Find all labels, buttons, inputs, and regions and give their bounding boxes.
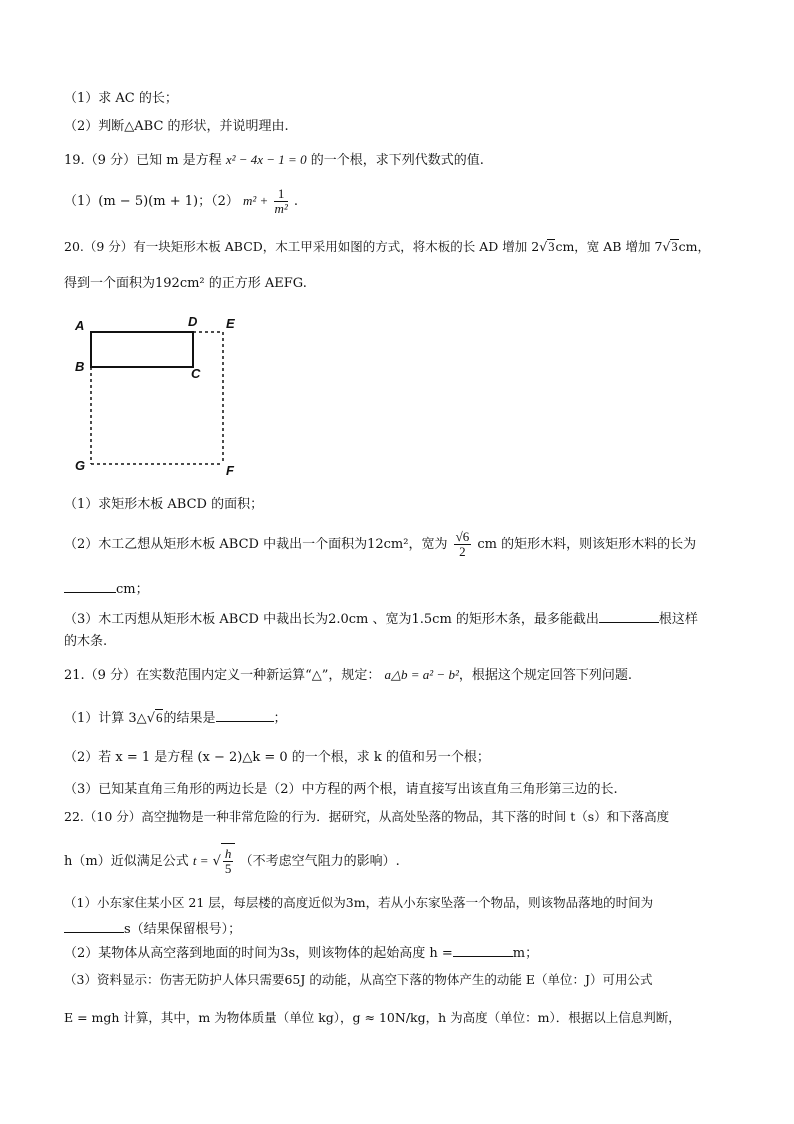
q19-part2-expr: m² + <box>242 193 269 208</box>
q19-stem-a: 19.（9 分）已知 m 是方程 <box>64 153 222 168</box>
q21-stem-a: 21.（9 分）在实数范围内定义一种新运算“△”，规定： <box>64 668 381 683</box>
q22-frac-den: 5 <box>224 861 232 876</box>
q20-part2 <box>64 530 696 560</box>
q19-equation: x² − 4x − 1 = 0 <box>225 152 307 167</box>
q20-part2-a: （2）木工乙想从矩形木板 ABCD 中裁出一个面积为12cm²，宽为 <box>64 537 448 552</box>
answer-blank-time[interactable] <box>64 920 124 933</box>
q20-part2-b: cm 的矩形木料，则该矩形木料的长为 <box>477 537 697 552</box>
q22-part1-answer <box>64 920 241 940</box>
q21-part1 <box>64 708 287 729</box>
q22-part2-b: m； <box>512 946 539 961</box>
q21-radicand: 6 <box>155 710 163 725</box>
rectangle-diagram <box>70 312 250 482</box>
q20-sqrt-1: √3 <box>539 239 555 254</box>
q20-part3-b: 根这样 <box>658 612 698 627</box>
q21-sqrt: √6 <box>146 710 163 726</box>
label-a: A <box>75 318 85 333</box>
q22-part1-a: （1）小东家住某小区 21 层，每层楼的高度近似为3m，若从小东家坠落一个物品，则该物品落地的时间为 <box>64 895 654 910</box>
q21-part1-b: 的结果是 <box>163 711 216 726</box>
q20-stem-a: 20.（9 分）有一块矩形木板 ABCD，木工甲采用如图的方式，将木板的长 AD 增加 2 <box>64 239 540 254</box>
q20-part2-answer <box>64 580 149 600</box>
label-f: F <box>226 463 234 478</box>
q20-stem <box>64 237 710 257</box>
q22-formula-frac <box>221 843 236 880</box>
q21-stem <box>64 665 632 686</box>
q22-line2-b: （不考虑空气阻力的影响）. <box>239 854 400 869</box>
q20-line2: 得到一个面积为192cm² 的正方形 AEFG. <box>64 276 307 291</box>
q22-part3-b: E = mgh 计算，其中，m 为物体质量（单位 kg），g ≈ 10N/kg，h 为高度（单位：m）．根据以上信息判断， <box>64 1010 681 1025</box>
q20-part3-c: 的木条. <box>64 634 108 649</box>
q21-part3: （3）已知某直角三角形的两边长是（2）中方程的两个根，请直接写出该直角三角形第三边的长. <box>64 782 618 797</box>
q20-sqrt-2: √3 <box>662 239 678 254</box>
q19-parts <box>64 186 298 217</box>
q19-frac-num: 1 <box>274 187 287 202</box>
q20-end: cm， <box>678 239 710 254</box>
q22-frac-num: h <box>224 846 232 861</box>
answer-blank-calc[interactable] <box>216 709 274 722</box>
q21-part1-a: （1）计算 3△ <box>64 711 147 726</box>
answer-blank-height[interactable] <box>453 944 513 957</box>
q22-stem: 22.（10 分）高空抛物是一种非常危险的行为．据研究，从高处坠落的物品，其下落的时间 t（s）和下落高度 <box>64 809 670 824</box>
q19-stem-b: 的一个根，求下列代数式的值. <box>310 153 484 168</box>
q22-formula-lhs: t = <box>192 853 209 868</box>
q20-mid: cm，宽 AB 增加 7 <box>555 239 663 254</box>
label-g: G <box>75 458 86 473</box>
q20-radicand-2: 3 <box>671 240 678 254</box>
answer-blank-length[interactable] <box>64 580 116 593</box>
q21-stem-b: ，根据这个规定回答下列问题. <box>458 668 632 683</box>
q22-line2-a: h（m）近似满足公式 <box>64 854 189 869</box>
q22-part1-b: s（结果保留根号）； <box>124 922 242 937</box>
label-d: D <box>188 314 198 329</box>
q19-stem <box>64 150 484 171</box>
q20-part2-fraction <box>454 530 472 559</box>
q20-part3 <box>64 610 698 630</box>
q20-part2-den: 2 <box>459 544 466 559</box>
q18-part2: （2）判断△ABC 的形状，并说明理由. <box>64 119 289 134</box>
q20-part1: （1）求矩形木板 ABCD 的面积； <box>64 497 264 512</box>
q21-part2: （2）若 x = 1 是方程 (x − 2)△k = 0 的一个根，求 k 的值和另一个根； <box>64 750 490 765</box>
q22-frac-inner <box>223 847 234 876</box>
q20-part2-num: √6 <box>455 529 470 544</box>
q20-radicand-1: 3 <box>548 240 555 254</box>
label-c: C <box>191 366 201 381</box>
q21-rule: a△b = a² − b² <box>384 667 459 682</box>
q18-part1: （1）求 AC 的长； <box>64 91 178 106</box>
q22-formula-sqrt: √ $\frac{h}{5}$ <box>213 843 236 880</box>
q22-part2 <box>64 944 538 964</box>
q22-part2-a: （2）某物体从高空落到地面的时间为3s，则该物体的起始高度 h = <box>64 946 453 961</box>
q20-part3-a: （3）木工丙想从矩形木板 ABCD 中裁出长为2.0cm 、宽为1.5cm 的矩形木条，最多能截出 <box>64 612 599 627</box>
q19-fraction <box>274 187 287 216</box>
rect-abcd <box>91 332 193 367</box>
q22-line2 <box>64 843 400 880</box>
q19-frac-den: m² <box>274 201 288 216</box>
q19-part1: （1）(m − 5)(m + 1)；（2） <box>64 194 239 209</box>
label-e: E <box>226 316 235 331</box>
answer-blank-count[interactable] <box>599 610 659 623</box>
q20-figure <box>70 312 250 482</box>
q19-end: . <box>293 194 299 209</box>
q20-part2-c: cm； <box>116 582 149 597</box>
q22-part3-a: （3）资料显示：伤害无防护人体只需要65J 的动能，从高空下落的物体产生的动能 E（单位：J）可用公式 <box>64 972 653 987</box>
label-b: B <box>75 359 85 374</box>
q21-part1-c: ； <box>273 711 287 726</box>
